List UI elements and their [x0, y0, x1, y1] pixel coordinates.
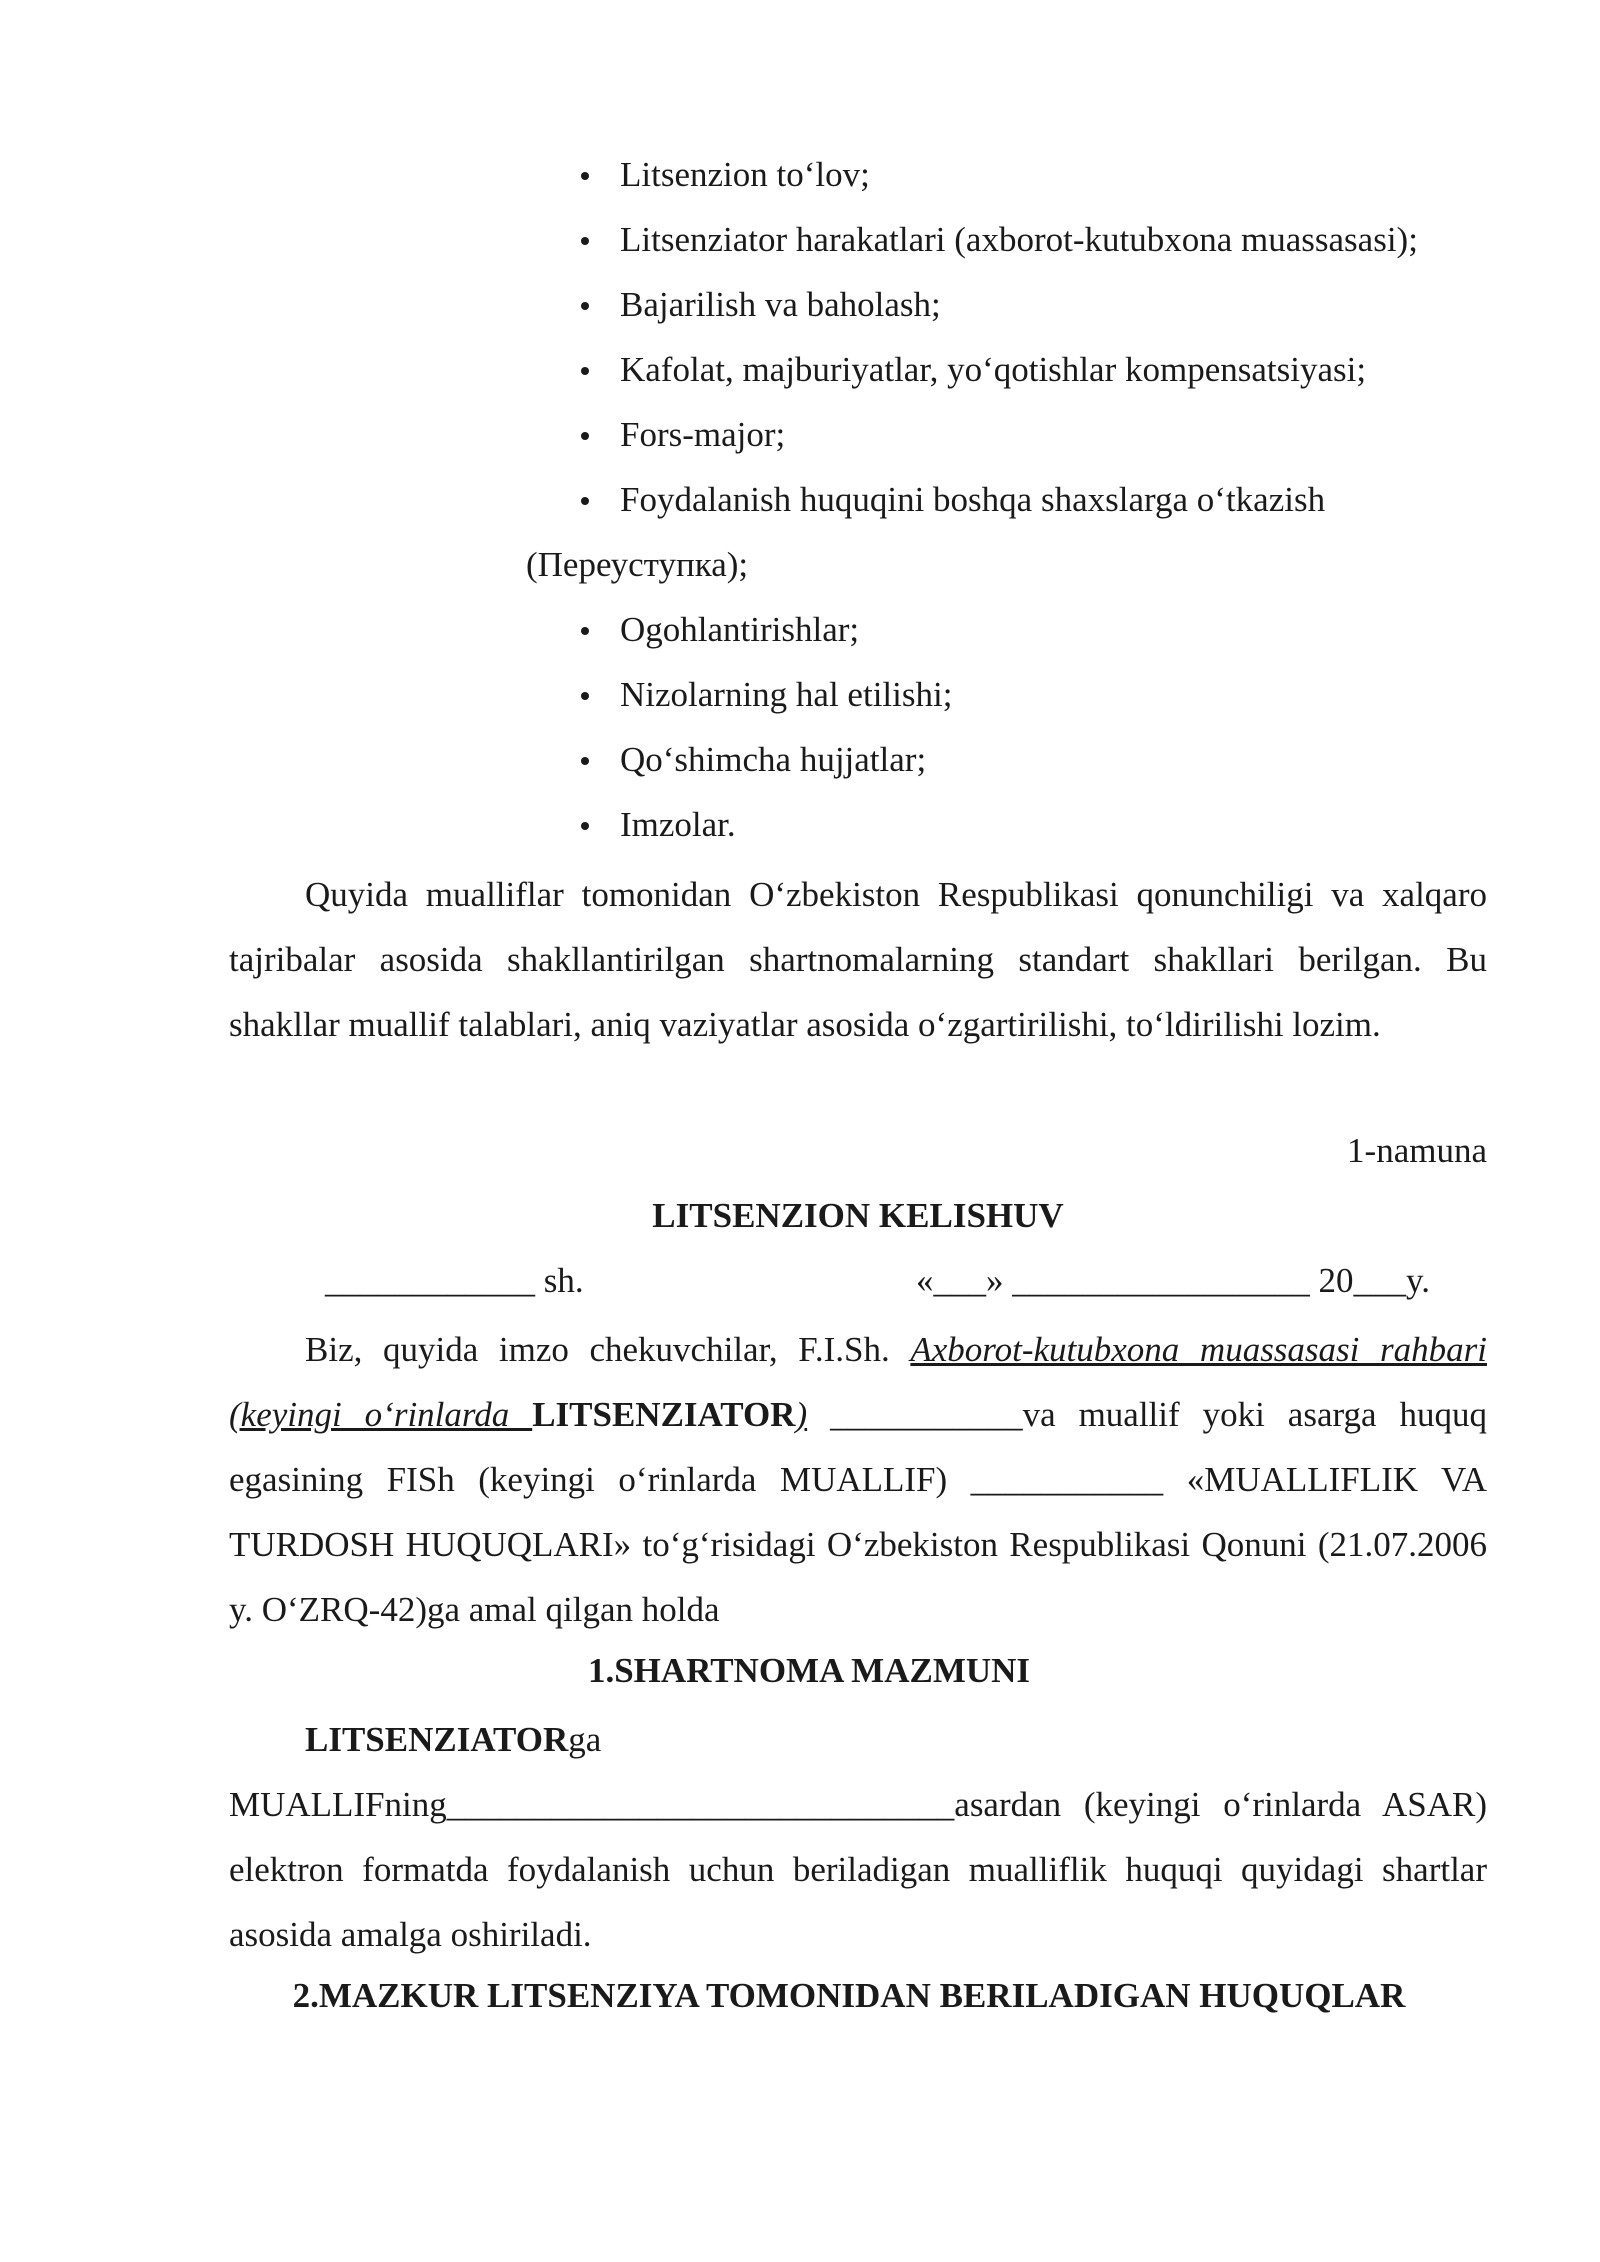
author-term: MUALLIFning [229, 1785, 447, 1824]
parties-paragraph [229, 1317, 1487, 1642]
list-item: Foydalanish huquqini boshqa shaxslarga o‘tkazish [578, 471, 1418, 536]
date-field: «___» _________________ 20___y. [916, 1261, 1430, 1300]
contract-outline-list-continued [578, 601, 952, 861]
section-1-title: 1.SHARTNOMA MAZMUNI [587, 1651, 1031, 1690]
list-item: Nizolarning hal etilishi; [578, 666, 952, 731]
list-item: Litsenzion to‘lov; [578, 146, 1418, 211]
list-item-continuation: (Переуступка); [526, 545, 749, 584]
list-item: Bajarilish va baholash; [578, 276, 1418, 341]
city-blank: ____________ [325, 1261, 535, 1300]
section-1-text: ga [568, 1720, 602, 1759]
licensor-term: LITSENZIATOR [532, 1395, 796, 1434]
list-item: Fors-major; [578, 406, 1418, 471]
intro-paragraph [229, 862, 1487, 1057]
intro-paragraph-text: Quyida mualliflar tomonidan O‘zbekiston Respublikasi qonunchiligi va xalqaro tajribalar asosida shakllantirilgan shartnomalarning standart shakllari berilgan. Bu shakllar muallif talablari, aniq vaziyatlar asosida o‘zgartirilishi, to‘ldirilishi lozim. [229, 875, 1487, 1044]
list-item: Litsenziator harakatlari (axborot-kutubxona muassasasi); [578, 211, 1418, 276]
licensor-role-text: Axborot-kutubxona muassasasi rahbari (keyingi o‘rinlarda [229, 1330, 1487, 1434]
sample-label: 1-namuna [1347, 1131, 1487, 1170]
parties-text-1: Biz, quyida imzo chekuvchilar, F.I.Sh. [305, 1330, 911, 1369]
section-1-rest: asardan (keyingi o‘rinlarda ASAR) elektron formatda foydalanish uchun beriladigan mualliflik huquqi quyidagi shartlar asosida amalga oshiriladi. [229, 1785, 1487, 1954]
contract-outline-list [578, 146, 1418, 536]
list-item: Qo‘shimcha hujjatlar; [578, 731, 952, 796]
list-item: Imzolar. [578, 796, 952, 861]
list-item: Kafolat, majburiyatlar, yo‘qotishlar kompensatsiyasi; [578, 341, 1418, 406]
city-field [325, 1252, 584, 1310]
list-item: Ogohlantirishlar; [578, 601, 952, 666]
licensor-role-close: ) [795, 1395, 808, 1434]
city-suffix: sh. [535, 1261, 584, 1300]
licensor-term: LITSENZIATOR [305, 1720, 569, 1759]
section-2-title: 2.MAZKUR LITSENZIYA TOMONIDAN BERILADIGAN HUQUQLAR [292, 1976, 1406, 2015]
agreement-title: LITSENZION KELISHUV [652, 1196, 1064, 1235]
parties-text-2: ___________va muallif yoki asarga huquq egasining FISh (keyingi o‘rinlarda MUALLIF) ___________ «MUALLIFLIK VA TURDOSH HUQUQLARI» to‘g‘risidagi O‘zbekiston Respublikasi Qonuni (21.07.2006 y. O‘ZRQ-42)ga amal qilgan holda [229, 1395, 1488, 1629]
section-1-paragraph [229, 1707, 1487, 1967]
work-title-blank: _____________________________ [446, 1785, 955, 1824]
